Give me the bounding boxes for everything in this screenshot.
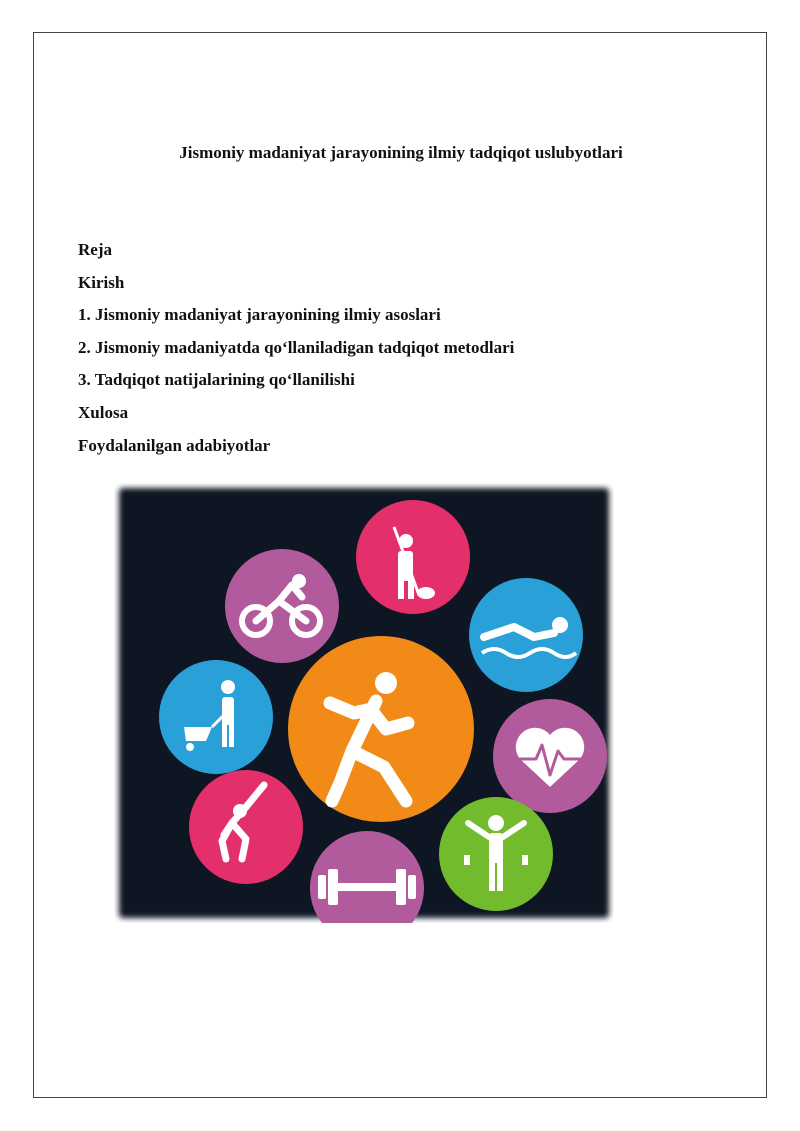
outline-heading: Reja [78, 240, 112, 259]
swimming-icon [469, 578, 583, 692]
outline-list [78, 239, 514, 467]
running-icon [288, 636, 474, 822]
outline-item: 3. Tadqiqot natijalarining qo‘llanilishi [78, 370, 355, 390]
golf-icon [356, 500, 470, 614]
sports-icons-figure [114, 483, 614, 923]
heart-rate-icon [493, 699, 607, 813]
outline-item: 2. Jismoniy madaniyatda qo‘llaniladigan tadqiqot metodlari [78, 337, 515, 357]
cycling-icon [225, 549, 339, 663]
document-title: Jismoniy madaniyat jarayonining ilmiy tadqiqot uslubyotlari [179, 143, 623, 162]
outline-item: Kirish [78, 272, 125, 292]
document-page [33, 32, 767, 1098]
outline-item: Xulosa [78, 402, 129, 422]
walking-cart-icon [159, 660, 273, 774]
fitness-person-icon [439, 797, 553, 911]
sports-icons-graphic [114, 483, 614, 923]
stretching-icon [189, 770, 303, 884]
outline-item: 1. Jismoniy madaniyat jarayonining ilmiy asoslari [78, 305, 441, 325]
outline-item: Foydalanilgan adabiyotlar [78, 435, 271, 455]
